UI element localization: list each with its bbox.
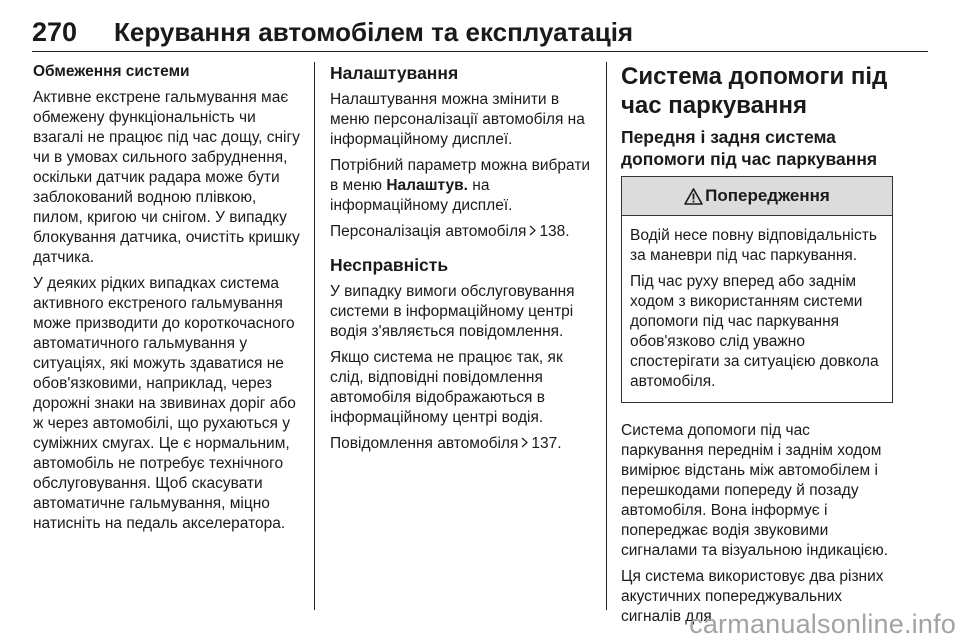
column-divider bbox=[606, 62, 607, 610]
warning-title: Попередження bbox=[705, 186, 830, 205]
section-heading: Обмеження системи bbox=[33, 63, 190, 80]
watermark: carmanualsonline.info bbox=[689, 609, 956, 639]
paragraph: У деяких рідких випадках система активного екстреного гальмування може призводити до короткочасного автоматичного гальмування у ситуаціях, які можуть здаватися не обов'язковими, наприклад, через дорожні знаки на звивинах доріг або ж через автомобілі, що рухаються у суміжних смугах. Це є нормальним, автомобіль не потребує технічного обслуговування. Щоб скасувати автоматичне гальмування, міцно натисніть на педаль акселератора. bbox=[33, 275, 296, 532]
warning-triangle-icon bbox=[684, 188, 703, 205]
paragraph: Система допомоги під час паркування переднім і заднім ходом вимірює відстань між автомобілем і перешкодами попереду й позаду автомобіля. Вона інформує і попереджає водія звуковими сигналами та візуальною індикацією. bbox=[621, 422, 889, 559]
page-reference-icon bbox=[529, 225, 536, 236]
header-rule bbox=[32, 51, 928, 52]
section-heading: Несправність bbox=[330, 255, 449, 275]
warning-box bbox=[621, 176, 893, 403]
column-divider bbox=[314, 62, 315, 610]
paragraph: У випадку вимоги обслуговування системи в інформаційному центрі водія з'являється повідомлення. bbox=[330, 283, 575, 340]
column-right bbox=[621, 62, 893, 633]
warning-body bbox=[622, 216, 892, 402]
column-left bbox=[33, 62, 305, 540]
section-heading: Налаштування bbox=[330, 63, 459, 83]
paragraph: Налаштування можна змінити в меню персоналізації автомобіля на інформаційному дисплеї. bbox=[330, 91, 585, 148]
menu-name: Налаштув. bbox=[386, 177, 468, 194]
section-heading: Передня і задня система допомоги під час паркування bbox=[621, 127, 878, 169]
paragraph: Під час руху вперед або заднім ходом з використанням системи допомоги під час паркування обов'язково слід уважно спостерігати за ситуацією довкола автомобіля. bbox=[630, 273, 879, 390]
warning-header bbox=[622, 177, 892, 216]
paragraph: Потрібний параметр можна вибрати в меню Налаштув. на інформаційному дисплеї. bbox=[330, 157, 591, 214]
cross-reference[interactable]: Повідомлення автомобіля 137. bbox=[330, 435, 562, 452]
paragraph: Якщо система не працює так, як слід, відповідні повідомлення автомобіля відображаються в інформаційному центрі водія. bbox=[330, 349, 563, 426]
paragraph: Активне екстрене гальмування має обмежену функціональність чи взагалі не працює під час дощу, снігу чи в умовах сильного забруднення, оскільки датчик радара може бути заблокований водною плівкою, пилом, кригою чи снігом. У випадку блокування датчика, очистіть кришку датчика. bbox=[33, 89, 300, 266]
cross-reference[interactable]: Персоналізація автомобіля 138. bbox=[330, 223, 570, 240]
column-middle bbox=[330, 62, 598, 460]
paragraph: Ця система використовує два різних акустичних попереджувальних сигналів для bbox=[621, 568, 884, 625]
page-reference-icon bbox=[521, 437, 528, 448]
paragraph: Водій несе повну відповідальність за маневри під час паркування. bbox=[630, 227, 877, 264]
page-number: 270 bbox=[32, 17, 78, 47]
page-header bbox=[32, 10, 928, 48]
running-title: Керування автомобілем та експлуатація bbox=[114, 17, 634, 47]
chapter-heading: Система допомоги під час паркування bbox=[621, 63, 888, 119]
